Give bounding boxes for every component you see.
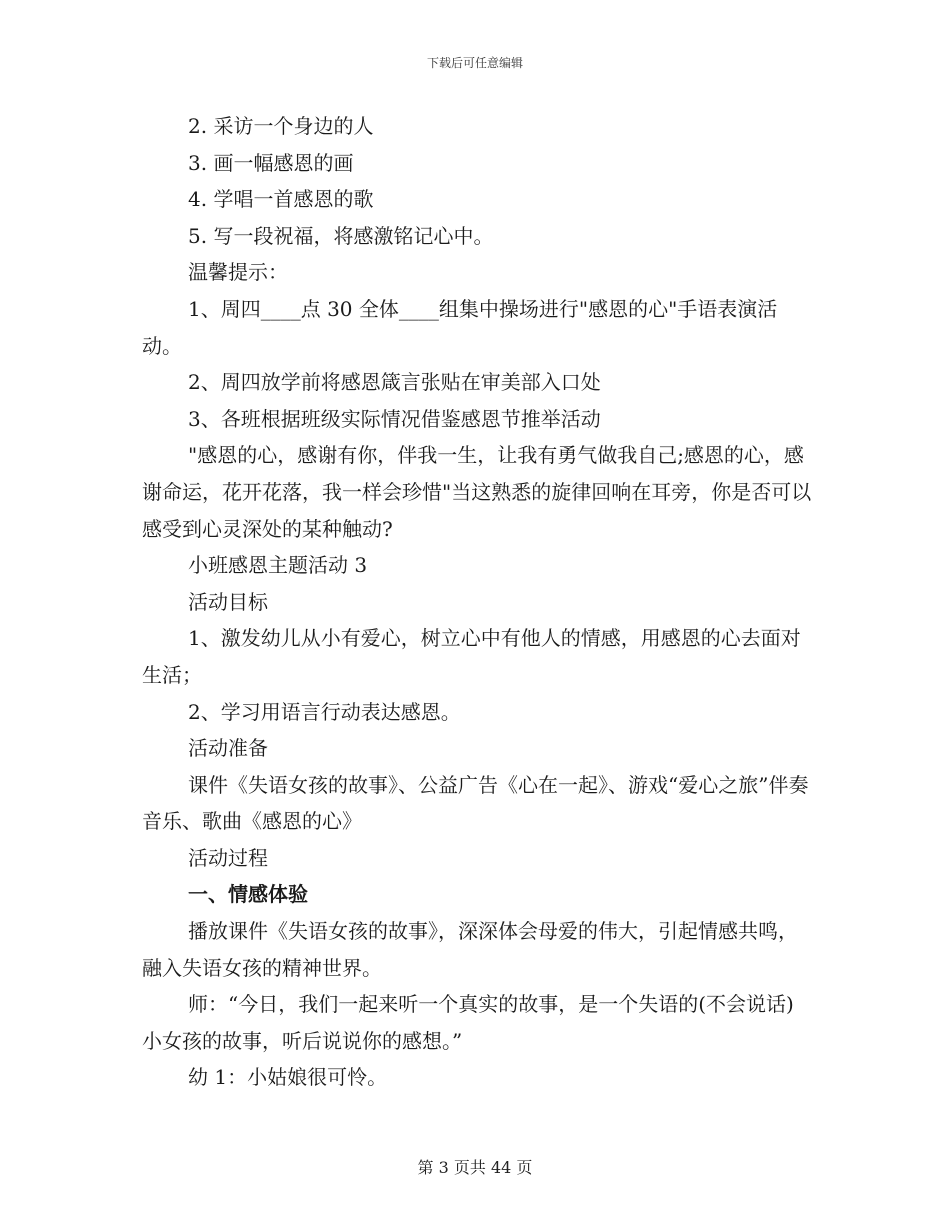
paragraph: 1、周四____点 30 全体____组集中操场进行"感恩的心"手语表演活动。 — [142, 296, 778, 358]
paragraph: 师：“今日，我们一起来听一个真实的故事，是一个失语的(不会说话)小女孩的故事，听后说说你的感想。” — [142, 992, 794, 1053]
paragraph: 2、学习用语言行动表达感恩。 — [188, 699, 461, 724]
subheading: 活动准备 — [188, 736, 268, 761]
subheading: 活动目标 — [188, 589, 268, 614]
paragraph: 1、激发幼儿从小有爱心，树立心中有他人的情感，用感恩的心去面对生活； — [142, 626, 801, 687]
paragraph: 温馨提示： — [188, 260, 288, 285]
paragraph: 5. 写一段祝福，将感激铭记心中。 — [188, 223, 494, 248]
section-title: 小班感恩主题活动 3 — [188, 553, 368, 578]
paragraph: "感恩的心，感谢有你，伴我一生，让我有勇气做我自己;感恩的心，感谢命运，花开花落，我一样会珍惜"当这熟悉的旋律回响在耳旁，你是否可以感受到心灵深处的某种触动? — [142, 443, 812, 541]
paragraph: 3. 画一幅感恩的画 — [188, 150, 354, 175]
paragraph: 4. 学唱一首感恩的歌 — [188, 187, 374, 212]
paragraph: 3、各班根据班级实际情况借鉴感恩节推举活动 — [188, 406, 601, 431]
subheading: 活动过程 — [188, 845, 268, 870]
page-header: 下载后可任意编辑 — [426, 56, 523, 70]
paragraph: 幼 1：小姑娘很可怜。 — [188, 1065, 388, 1090]
paragraph: 课件《失语女孩的故事》、公益广告《心在一起》、游戏“爱心之旅”伴奏音乐、歌曲《感恩的心》 — [142, 772, 809, 834]
document-body — [142, 108, 812, 1096]
bold-heading: 一、情感体验 — [188, 882, 308, 907]
page-footer: 第 3 页共 44 页 — [417, 1158, 533, 1177]
paragraph: 2、周四放学前将感恩箴言张贴在审美部入口处 — [188, 370, 601, 395]
paragraph: 播放课件《失语女孩的故事》，深深体会母爱的伟大，引起情感共鸣，融入失语女孩的精神世界。 — [142, 919, 798, 980]
paragraph: 2. 采访一个身边的人 — [188, 114, 374, 138]
